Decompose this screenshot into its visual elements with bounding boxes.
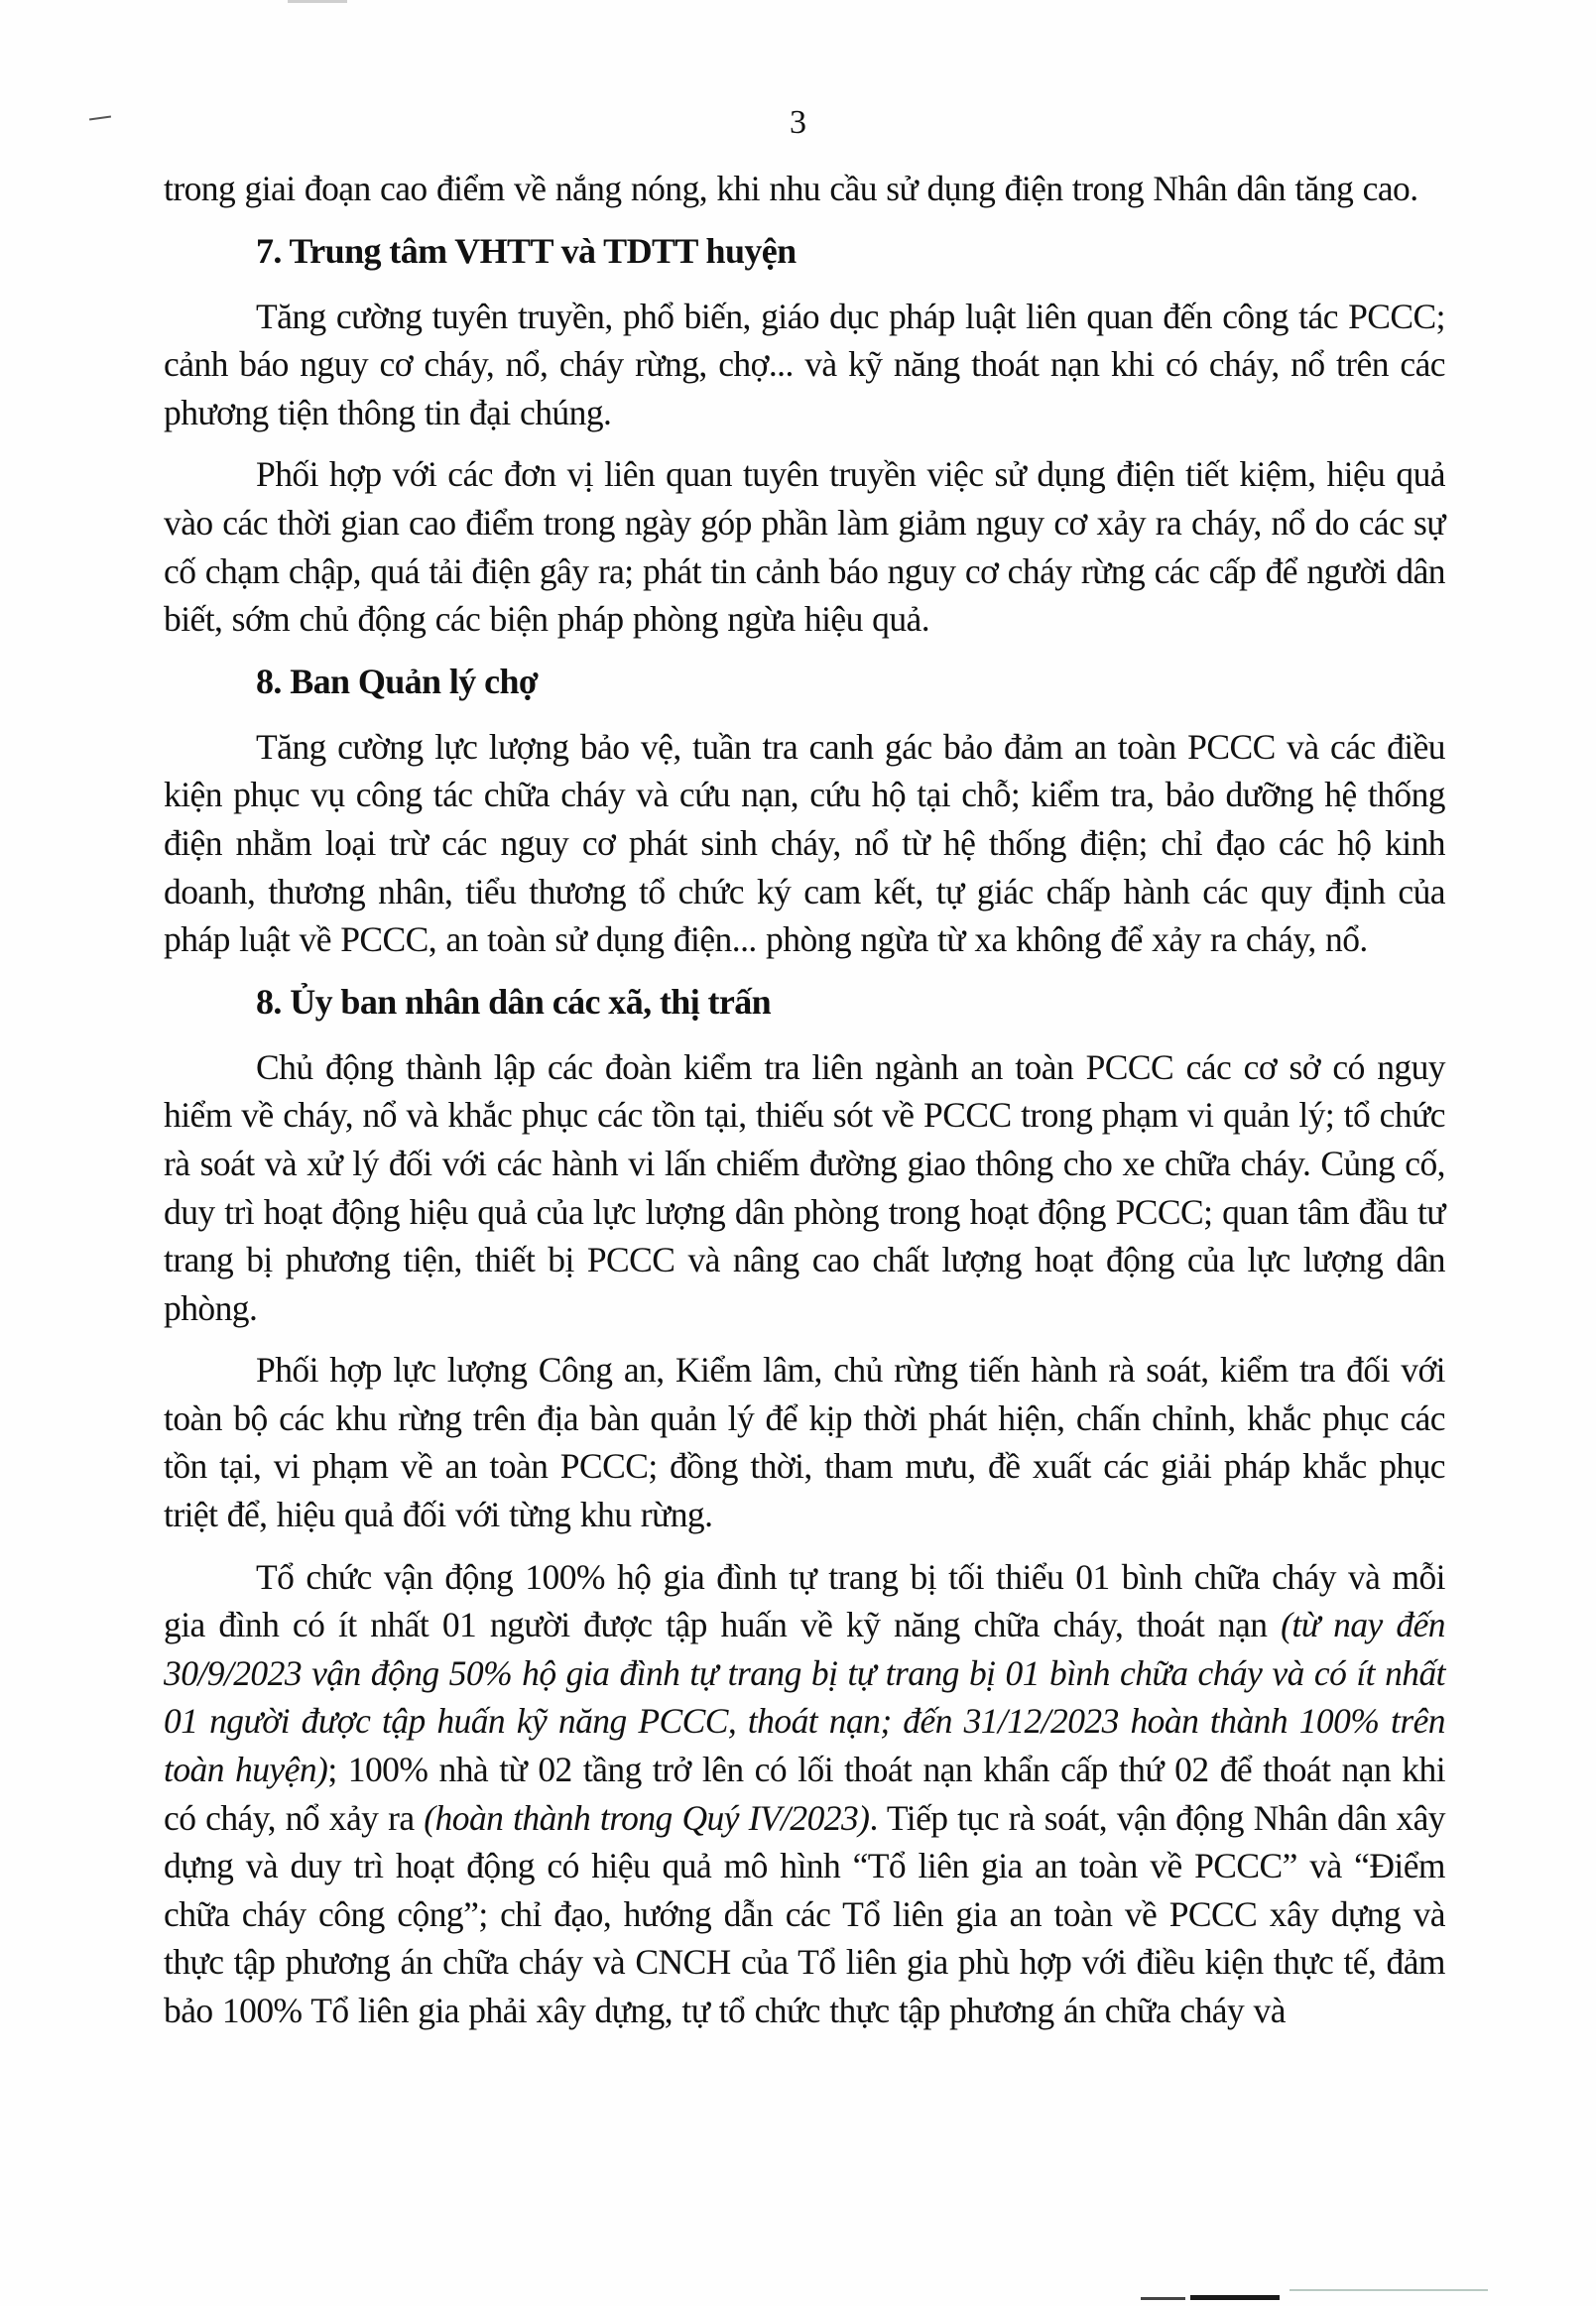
paragraph-7-1: Tăng cường tuyên truyền, phổ biến, giáo dục pháp luật liên quan đến công tác PCCC; cảnh báo nguy cơ cháy, nổ, cháy rừng, chợ... và kỹ năng thoát nạn khi có cháy, nổ trên các phương tiện thông tin đại chúng. <box>164 296 1445 432</box>
section-heading-8-market: 8. Ban Quản lý chợ <box>256 661 539 701</box>
text-run: . Tiếp tục rà soát, vận động Nhân dân xây dựng và duy trì hoạt động có hiệu quả mô hình “Tổ liên gia an toàn về PCCC” và “Điểm chữa cháy công cộng”; chỉ đạo, hướng dẫn các Tổ liên gia an toàn về PCCC xây dựng và thực tập phương án chữa cháy và CNCH của Tổ liên gia phù hợp với điều kiện thực tế, đảm bảo 100% Tổ liên gia phải xây dựng, tự tổ chức thực tập phương án chữa cháy và <box>164 1797 1445 2030</box>
paragraph-8-commune-2: Phối hợp lực lượng Công an, Kiểm lâm, chủ rừng tiến hành rà soát, kiểm tra đối với toàn bộ các khu rừng trên địa bàn quản lý để kịp thời phát hiện, chấn chỉnh, khắc phục các tồn tại, vi phạm về an toàn PCCC; đồng thời, tham mưu, đề xuất các giải pháp khắc phục triệt để, hiệu quả đối với từng khu rừng. <box>164 1350 1445 1535</box>
scan-artifact <box>1190 2295 1280 2300</box>
section-heading-7: 7. Trung tâm VHTT và TDTT huyện <box>256 230 797 271</box>
document-body <box>164 165 1445 2035</box>
scan-artifact <box>288 0 347 3</box>
italic-note: (hoàn thành trong Quý IV/2023) <box>424 1797 870 1838</box>
italic-note: (từ nay đến 30/9/2023 vận động 50% hộ gia đình tự trang bị tự trang bị 01 bình chữa cháy và có ít nhất 01 người được tập huấn kỹ năng PCCC, thoát nạn; đến 31/12/2023 hoàn thành 100% trên toàn huyện) <box>164 1605 1446 1790</box>
section-heading-8-commune: 8. Ủy ban nhân dân các xã, thị trấn <box>256 981 772 1022</box>
text-run: Tổ chức vận động 100% hộ gia đình tự trang bị tối thiểu 01 bình chữa cháy và mỗi gia đình có ít nhất 01 người được tập huấn về kỹ năng chữa cháy, thoát nạn <box>164 1556 1445 1645</box>
page-number: 3 <box>790 104 806 141</box>
paragraph-8-commune-1: Chủ động thành lập các đoàn kiểm tra liên ngành an toàn PCCC các cơ sở có nguy hiểm về cháy, nổ và khắc phục các tồn tại, thiếu sót về PCCC trong phạm vi quản lý; tổ chức rà soát và xử lý đối với các hành vi lấn chiếm đường giao thông cho xe chữa cháy. Củng cố, duy trì hoạt động hiệu quả của lực lượng dân phòng trong hoạt động PCCC; quan tâm đầu tư trang bị phương tiện, thiết bị PCCC và nâng cao chất lượng hoạt động của lực lượng dân phòng. <box>164 1046 1445 1328</box>
paragraph-7-2: Phối hợp với các đơn vị liên quan tuyên truyền việc sử dụng điện tiết kiệm, hiệu quả vào các thời gian cao điểm trong ngày góp phần làm giảm nguy cơ xảy ra cháy, nổ do các sự cố chạm chập, quá tải điện gây ra; phát tin cảnh báo nguy cơ cháy rừng các cấp để người dân biết, sớm chủ động các biện pháp phòng ngừa hiệu quả. <box>164 454 1445 640</box>
scan-artifact <box>1289 2289 1488 2291</box>
paragraph-intro: trong giai đoạn cao điểm về nắng nóng, khi nhu cầu sử dụng điện trong Nhân dân tăng cao. <box>164 169 1418 208</box>
paragraph-8-commune-3 <box>164 1553 1445 2035</box>
text-run: ; 100% nhà từ 02 tầng trở lên có lối thoát nạn khẩn cấp thứ 02 để thoát nạn khi có cháy, nổ xảy ra <box>164 1750 1446 1838</box>
paragraph-8-market-1: Tăng cường lực lượng bảo vệ, tuần tra canh gác bảo đảm an toàn PCCC và các điều kiện phục vụ công tác chữa cháy và cứu nạn, cứu hộ tại chỗ; kiểm tra, bảo dưỡng hệ thống điện nhằm loại trừ các nguy cơ phát sinh cháy, nổ từ hệ thống điện; chỉ đạo các hộ kinh doanh, thương nhân, tiểu thương tổ chức ký cam kết, tự giác chấp hành các quy định của pháp luật về PCCC, an toàn sử dụng điện... phòng ngừa từ xa không để xảy ra cháy, nổ. <box>164 726 1445 960</box>
scan-artifact <box>1141 2297 1185 2300</box>
